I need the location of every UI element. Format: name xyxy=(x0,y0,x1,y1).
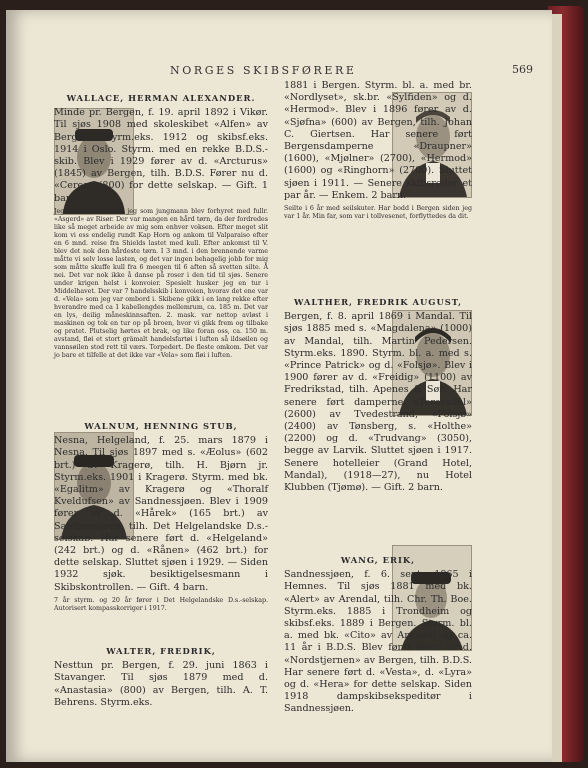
entry-text: Nesna, Helgeland, f. 25. mars 1879 i Nesna. Til sjøs 1897 med s. «Æolus» (602 brt.) av Kragerø, tilh. H. Bjørn jr. Styrm.eks. 1901 i Kragerø. Styrm. med bk. «Egalitm» av Kragerø og «Thoralf Kveldufsen» av Sandnessjøen. Blev i 1909 fører av d. «Hårek» (165 brt.) av Sandnessjøen, tilh. Det Helgelandske D.s.-selskab. Har senere ført d. «Helgeland» (242 brt.) og d. «Rånen» (462 brt.) for dette selskap. Sluttet sjøen i 1929. — Siden 1932 sjøk. besiktigelsesmann i Skibskontrollen. — Gift. 4 barn. xyxy=(54,435,268,593)
entry-name: WANG, ERIK, xyxy=(340,555,416,565)
entry-wallace xyxy=(54,92,268,360)
entry-note: Seilte i 6 år med seilskuter. Har bodd i Bergen siden jeg var 1 år. Min far, som var i tollvesenet, forflyttedes da dit. xyxy=(284,205,472,221)
page-header-title: NORGES SKIBSFØRERE xyxy=(170,64,357,77)
entry-text: Bergen, f. 8. april 1869 i Mandal. Til sjøs 1885 med s. «Magdalena» (1000) av Mandal, tilh. Martin Pedersen. Styrm.eks. 1890. Styrm. bl. a. med s. «Prince Patrick» og d. «Folsjø». Blev i 1900 fører av d. «Freidig» (1100) av Fredrikstad, tilh. Apenes & Søn. Har senere ført damperne «Teresedal» (2600) av Tvedestrand, «Folsjø» (2400) av Tønsberg, s. «Holthe» (2200) og d. «Trudvang» (3050), begge av Larvik. Sluttet sjøen i 1917. Senere hotelleier (Grand Hotel, Mandal), (1918—27), nu Hotel Klubben (Tjømø). — Gift. 2 barn. xyxy=(284,311,472,494)
entry-name: WALNUM, HENNING STUB, xyxy=(84,421,238,431)
entry-text: Sandnessjøen, f. 6. sept. 1865 i Hemnes. Til sjøs 1881 med bk. «Alert» av Arendal, tilh. Chr. Th. Boe. Styrm.eks. 1885 i Trondheim og skibsf.eks. 1889 i Bergen. Styrm. bl. a. med bk. «Cito» av Arendal og ca. 11 år i B.D.S. Blev først fører av d. «Nordstjernen» av Bergen, tilh. B.D.S. Har senere ført d. «Vesta», d. «Lyra» og d. «Hera» for dette selskap. Siden 1918 dampskibsekspeditør i Sandnessjøen. xyxy=(284,569,472,715)
entry-text: Minde pr. Bergen, f. 19. april 1892 i Vikør. Til sjøs 1908 med skoleskibet «Alfen» av Bergen. Styrm.eks. 1912 og skibsf.eks. 1914 i Oslo. Styrm. med en rekke B.D.S.-skib. Blev i 1929 fører av d. «Arcturus» (1845) av Bergen, tilh. B.D.S. Fører nu d. «Ceres» (800) for dette selskap. — Gift. 1 barn. xyxy=(54,107,268,204)
entry-note: Jeg var kun 16 år da jeg som jungmann blev forhyret med fullr. «Asgerd» av Risør. Der var mangen en hård tørn, da der fordredes like så meget arbeide av mig som enhver voksen. Efter meget slit kom vi ess endelig rundt Kap Horn og ankom til Valparaiso efter en 6 mnd. reise fra Shields lastet med kull. Efter ankomst til V. blev det nok den hårdeste tørn. I 3 mnd. i den brennende varme måtte vi selv losse lasten, og det var ingen behagelig jobb for mig som måtte skuffe kull fra 6 meegen til 6 aften så svetten silte. Å nei. Det var nok ikke å danse på roser i den tid til sjøs. Senere under krigen helst i konvoier. Spesielt husker jeg en tur i Middelhavet. Der var 7 handelsskib i konvoien, hvorav det ene var d. «Vela» som jeg var ombord i. Skibene gikk i en lang rekke efter hverandre med ca 1 kabellengdes mellemrum, ca. 185 m. Det var en lys, deilig måneskinnsaften. 2. mask. var nettop avløst i maskinen og tok en tur op på broen, hvor vi gikk frem og tilbake og pratet. Plutselig hørtes et brak, og like foran oss, ca. 150 m. avstand, fløi et stort grämalt handelsfartøi i luften så ildsøilen og vannsøilen stod rett til værs. Torpedert. De fleste omkom. Det var jo bare et tilfelle at det ikke var «Vela» som fløi i luften. xyxy=(54,207,268,359)
page-number: 569 xyxy=(512,63,533,76)
entry-text: Nesttun pr. Bergen, f. 29. juni 1863 i Stavanger. Til sjøs 1879 med d. «Anastasia» (800) av Bergen, tilh. A. T. Behrens. Styrm.eks. xyxy=(54,660,268,708)
entry-walnum xyxy=(54,420,268,613)
entry-walther xyxy=(284,296,472,494)
entry-text: 1881 i Bergen. Styrm. bl. a. med br. «Nordlyset», sk.br. «Sylfiden» og d. «Hermod». Blev i 1896 fører av d. «Sjøfna» (600) av Bergen, tilh. Johan C. Giertsen. Har senere ført Bergensdamperne «Draupner» (1600), «Mjølner» (2700), «Hermod» (1600) og «Ringhorn» (2700). Sluttet sjøen i 1911. — Senere skibsreder et par år. — Enkem. 2 barn. xyxy=(284,80,472,201)
entry-name: WALLACE, HERMAN ALEXANDER. xyxy=(66,93,256,103)
entry-walter xyxy=(54,645,268,709)
entry-note: 7 år styrm. og 20 år fører i Det Helgelandske D.s.-selskap. Autorisert kompasskorriger i 1917. xyxy=(54,596,268,612)
entry-name: WALTHER, FREDRIK AUGUST, xyxy=(293,297,463,307)
entry-name: WALTER, FREDRIK, xyxy=(106,646,216,656)
entry-walter-continued xyxy=(284,80,472,221)
entry-wang xyxy=(284,554,472,716)
